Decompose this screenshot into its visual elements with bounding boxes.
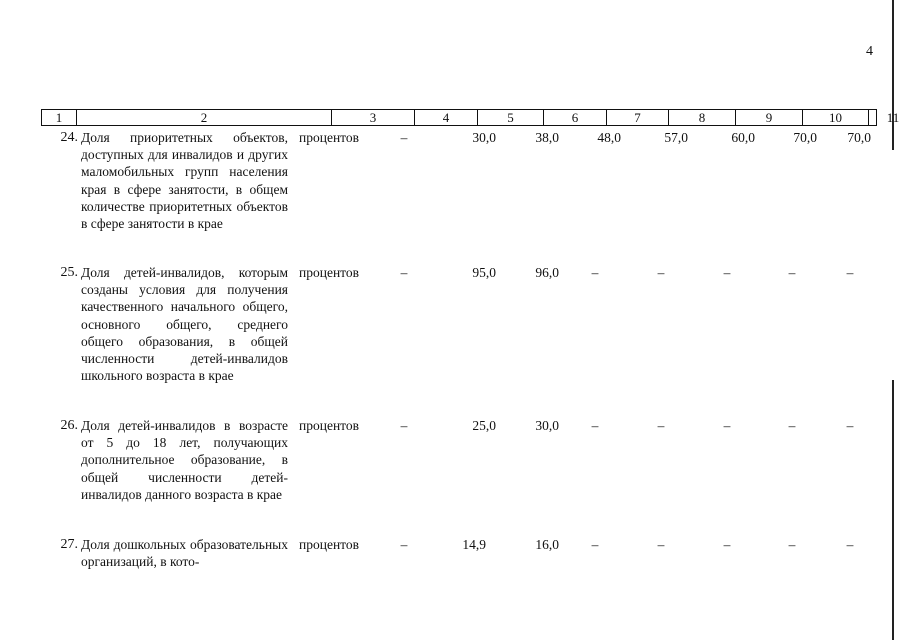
value-cell: 16,0 bbox=[535, 537, 559, 552]
value-cell: 96,0 bbox=[535, 265, 559, 280]
header-cell: 9 bbox=[736, 110, 803, 125]
value-cell: – bbox=[657, 418, 665, 433]
header-cell: 4 bbox=[415, 110, 478, 125]
header-cell: 2 bbox=[77, 110, 332, 125]
row-number: 25. bbox=[60, 265, 78, 280]
value-cell: 70,0 bbox=[847, 130, 871, 145]
scan-edge-line bbox=[892, 380, 894, 640]
value-cell: – bbox=[846, 265, 854, 280]
value-cell: 25,0 bbox=[472, 418, 496, 433]
header-cell: 8 bbox=[669, 110, 736, 125]
header-cell: 3 bbox=[332, 110, 415, 125]
value-cell: 38,0 bbox=[535, 130, 559, 145]
page-number: 4 bbox=[866, 44, 873, 59]
value-cell: – bbox=[723, 265, 731, 280]
unit-cell: процентов bbox=[299, 418, 360, 433]
header-cell: 5 bbox=[478, 110, 544, 125]
value-cell: – bbox=[846, 537, 854, 552]
header-cell: 7 bbox=[607, 110, 669, 125]
value-cell: – bbox=[846, 418, 854, 433]
indicator-name: Доля приоритетных объектов, доступных для инвалидов и других маломобильных групп населения края в сфере занятости, в общем количестве приоритетных объектов в сфере занятости в крае bbox=[81, 130, 288, 232]
value-cell: – bbox=[723, 537, 731, 552]
value-cell: – bbox=[591, 537, 599, 552]
value-cell: 60,0 bbox=[731, 130, 755, 145]
value-cell: – bbox=[400, 265, 408, 280]
value-cell: – bbox=[788, 265, 796, 280]
indicator-name: Доля дошкольных образовательных организаций, в кото- bbox=[81, 537, 288, 570]
value-cell: – bbox=[400, 130, 408, 145]
value-cell: – bbox=[788, 537, 796, 552]
header-cell: 10 bbox=[803, 110, 869, 125]
value-cell: – bbox=[591, 265, 599, 280]
row-number: 24. bbox=[60, 130, 78, 145]
value-cell: – bbox=[788, 418, 796, 433]
value-cell: – bbox=[591, 418, 599, 433]
value-cell: 30,0 bbox=[472, 130, 496, 145]
value-cell: 57,0 bbox=[664, 130, 688, 145]
header-cell: 11 bbox=[886, 110, 900, 125]
header-cell: 6 bbox=[544, 110, 607, 125]
value-cell: 70,0 bbox=[793, 130, 817, 145]
unit-cell: процентов bbox=[299, 130, 360, 145]
header-cell: 1 bbox=[42, 110, 77, 125]
value-cell: – bbox=[723, 418, 731, 433]
scan-edge-line bbox=[892, 0, 894, 150]
table-header bbox=[41, 109, 900, 126]
indicator-name: Доля детей-инвалидов, которым созданы условия для получения качественного начального общего, основного общего, среднего общего образования, в общей численности детей-инвалидов школьного возраста в крае bbox=[81, 265, 288, 384]
value-cell: – bbox=[400, 418, 408, 433]
value-cell: 48,0 bbox=[597, 130, 621, 145]
value-cell: – bbox=[657, 265, 665, 280]
row-number: 27. bbox=[60, 537, 78, 552]
indicator-name: Доля детей-инвалидов в возрасте от 5 до 18 лет, получающих дополнительное образование, в общей численности детей-инвалидов данного возраста в крае bbox=[81, 418, 288, 502]
value-cell: 30,0 bbox=[535, 418, 559, 433]
value-cell: 95,0 bbox=[472, 265, 496, 280]
value-cell: – bbox=[400, 537, 408, 552]
unit-cell: процентов bbox=[299, 265, 360, 280]
value-cell: – bbox=[657, 537, 665, 552]
value-cell: 14,9 bbox=[462, 537, 486, 552]
row-number: 26. bbox=[60, 418, 78, 433]
unit-cell: процентов bbox=[299, 537, 360, 552]
